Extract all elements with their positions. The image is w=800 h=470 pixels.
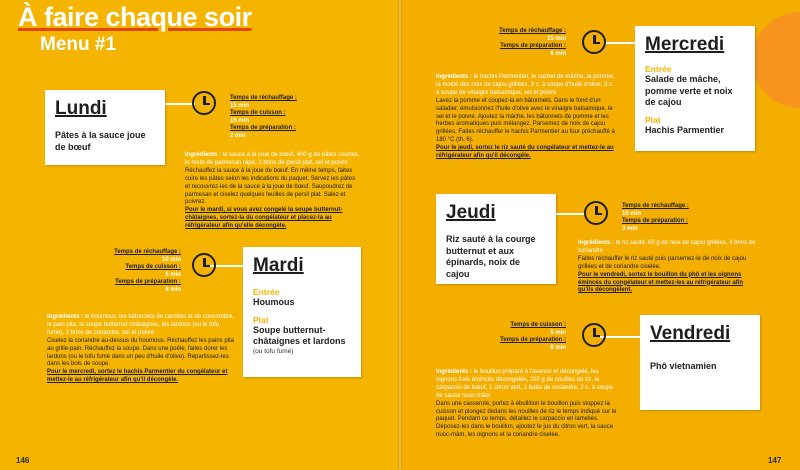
reheat-value: 15 min [230,102,250,109]
page-number-right: 147 [768,456,782,465]
steps-text: Ciselez la coriandre au-dessus du houmous. Réchauffez les pains pita au grille-pain. Réchauffez la soupe. Dans une poêle, faites dorer les lardons (ou le tofu fumé dans un peu d'huile d'olive). Répartissez-les dans les bols de soupe. [47,337,234,368]
day-name: Jeudi [446,202,496,223]
ingredients-label: Ingrédients : [47,314,84,320]
cook-value: 5 min [550,329,566,336]
times-vendredi [470,322,566,352]
reheat-label: Temps de réchauffage : [499,28,566,34]
clock-icon [582,323,606,347]
clock-icon [192,253,216,277]
plat-label: Plat [253,314,269,325]
tip-text: Pour le jeudi, sortez le riz sauté du congélateur et mettez-le au réfrigérateur afin qu'il décongèle. [436,145,614,160]
cook-label: Temps de cuisson : [125,264,181,270]
prep-value: 6 min [550,50,566,57]
ingredients-text: le hachis Parmentier, le sachet de mâche, la pomme, la moitié des noix de cajou grillées, 3 c. à soupe d'huile d'olive, 3 c. à soupe de vinaigre balsamique, sel et poivre [436,74,615,96]
steps-text: Faites réchauffer le riz sauté puis parsemez-le de noix de cajou grillées et de coriandre ciselée. [578,255,747,270]
prep-value: 6 min [165,286,181,293]
entree-label: Entrée [645,64,672,74]
plat-label: Plat [645,115,661,126]
entree-dish: Houmous [253,297,295,307]
card-mercredi [635,26,755,151]
reheat-label: Temps de réchauffage : [230,95,297,101]
prep-value: 6 min [550,344,566,351]
card-jeudi [436,194,556,284]
plat-dish: Hachis Parmentier [645,125,725,136]
card-lundi [45,90,165,165]
ingredients-text: le riz sauté, 60 g de noix de cajou grillées, 4 brins de coriandre [578,240,756,254]
ingredients-label: Ingrédients : [185,152,222,158]
day-name: Vendredi [650,323,731,344]
connector-line [600,336,645,338]
recipe-mardi [47,314,237,385]
clock-icon [584,201,608,225]
recipe-vendredi [436,369,621,440]
plat-note: (ou tofu fumé) [253,348,294,356]
reheat-value: 10 min [622,210,642,217]
recipe-lundi [185,152,360,231]
cook-label: Temps de cuisson : [230,110,286,116]
card-vendredi [640,315,760,410]
day-name: Mardi [253,255,304,276]
recipe-jeudi [578,240,756,295]
page-number-left: 146 [16,456,30,465]
entree-dish: Salade de mâche, pomme verte et noix de cajou [645,74,733,108]
day-name: Mercredi [645,34,725,55]
card-mardi [243,247,361,377]
steps-text: Dans une casserole, portez à ébullition le bouillon puis stoppez la cuisson et plongez dedans les nouilles de riz le temps indiqué sur le paquet. Pendant ce temps, détaillez le carpaccio en lamelles. Déposez-les dans le bouillon, ajoutez le jus du citron vert, la sauce nuoc-mâm, les oignons et la coriandre ciselée. [436,400,617,439]
tip-text: Pour le vendredi, sortez le bouillon du phô et les oignons émincés du congélateur et mettez-les au réfrigérateur afin qu'ils décongèlent. [578,271,744,294]
prep-value: 2 min [230,132,246,139]
tip-text: Pour le mercredi, sortez le hachis Parmentier du congélateur et mettez-le au réfrigérateur afin qu'il décongèle. [47,369,228,384]
prep-label: Temps de préparation : [622,218,688,224]
times-mardi [85,249,181,294]
reheat-label: Temps de réchauffage : [114,249,181,255]
ingredients-text: le bouillon préparé à l'avance et décongelé, les oignons frais émincés décongelés, 200 g de nouilles de riz, le carpaccio de bœuf, 1 citron vert, 1 botte de coriandre, 2 c. à soupe de sauce nuoc-mâm [436,369,614,399]
plat-dish: Soupe butternut-châtaignes et lardons [253,324,346,347]
times-jeudi [622,203,722,233]
page-title: À faire chaque soir [18,2,252,32]
menu-title: Menu #1 [40,34,117,55]
recipe-mercredi [436,74,616,161]
reheat-value: 15 min [546,35,566,42]
day-name: Lundi [55,98,107,119]
ingredients-text: le houmous, les bâtonnets de carottes et de concombre, le pain pita, la soupe butternut-châtaignes, les lardons (ou le tofu fumé), 2 brins de coriandre, sel et poivre [47,314,235,336]
times-lundi [230,95,330,140]
ingredients-label: Ingrédients : [436,74,473,80]
ingredients-label: Ingrédients : [436,369,473,375]
prep-label: Temps de préparation : [230,125,296,131]
steps-text: Réchauffez la sauce à la joue de bœuf. En même temps, faites cuire les pâtes selon les indications du paquet. Servez les pâtes et recouvrez-les de la sauce à la joue de bœuf. Saupoudrez de parmesan et ciselez quelques feuilles de persil plat. Salez et poivrez. [185,167,356,206]
ingredients-text: la sauce à la joue de bœuf, 400 g de pâtes courtes, le reste de parmesan râpé, 1 brins de persil plat, sel et poivre [185,152,360,166]
prep-label: Temps de préparation : [500,43,566,49]
reheat-label: Temps de réchauffage : [622,203,689,209]
prep-value: 3 min [622,225,638,232]
cook-label: Temps de cuisson : [510,322,566,328]
reheat-value: 10 min [161,256,181,263]
clock-icon [582,30,606,54]
connector-line [556,213,586,215]
prep-label: Temps de préparation : [115,279,181,285]
dish-name: Phô vietnamien [650,361,717,371]
dish-name: Riz sauté à la courge butternut et aux épinards, noix de cajou [446,234,536,280]
cook-value: 5 min [165,271,181,278]
times-mercredi [470,28,566,58]
prep-label: Temps de préparation : [500,337,566,343]
dish-name: Pâtes à la sauce joue de bœuf [55,130,146,152]
entree-label: Entrée [253,287,280,297]
ingredients-label: Ingrédients : [578,240,615,246]
connector-line [165,103,195,105]
tip-text: Pour le mardi, si vous avez congelé la soupe butternut-châtaignes, sortez-la du congélateur et placez-la au réfrigérateur afin qu'elle décongèle. [185,207,343,230]
book-spine [398,0,402,470]
clock-icon [192,91,216,115]
steps-text: Lavez la pomme et coupez-la en bâtonnets. Dans le fond d'un saladier, émulsionnez l'huile d'olive avec le vinaigre balsamique, le sel et le poivre. Ajoutez la mâche, les bâtonnets de pomme et les herbes aromatiques puis mélangez. Parsemez de noix de cajou grillées. Faites réchauffer le hachis Parmentier au four préchauffé à 180 °C (th. 6). [436,97,615,144]
cook-value: 15 min [230,117,250,124]
